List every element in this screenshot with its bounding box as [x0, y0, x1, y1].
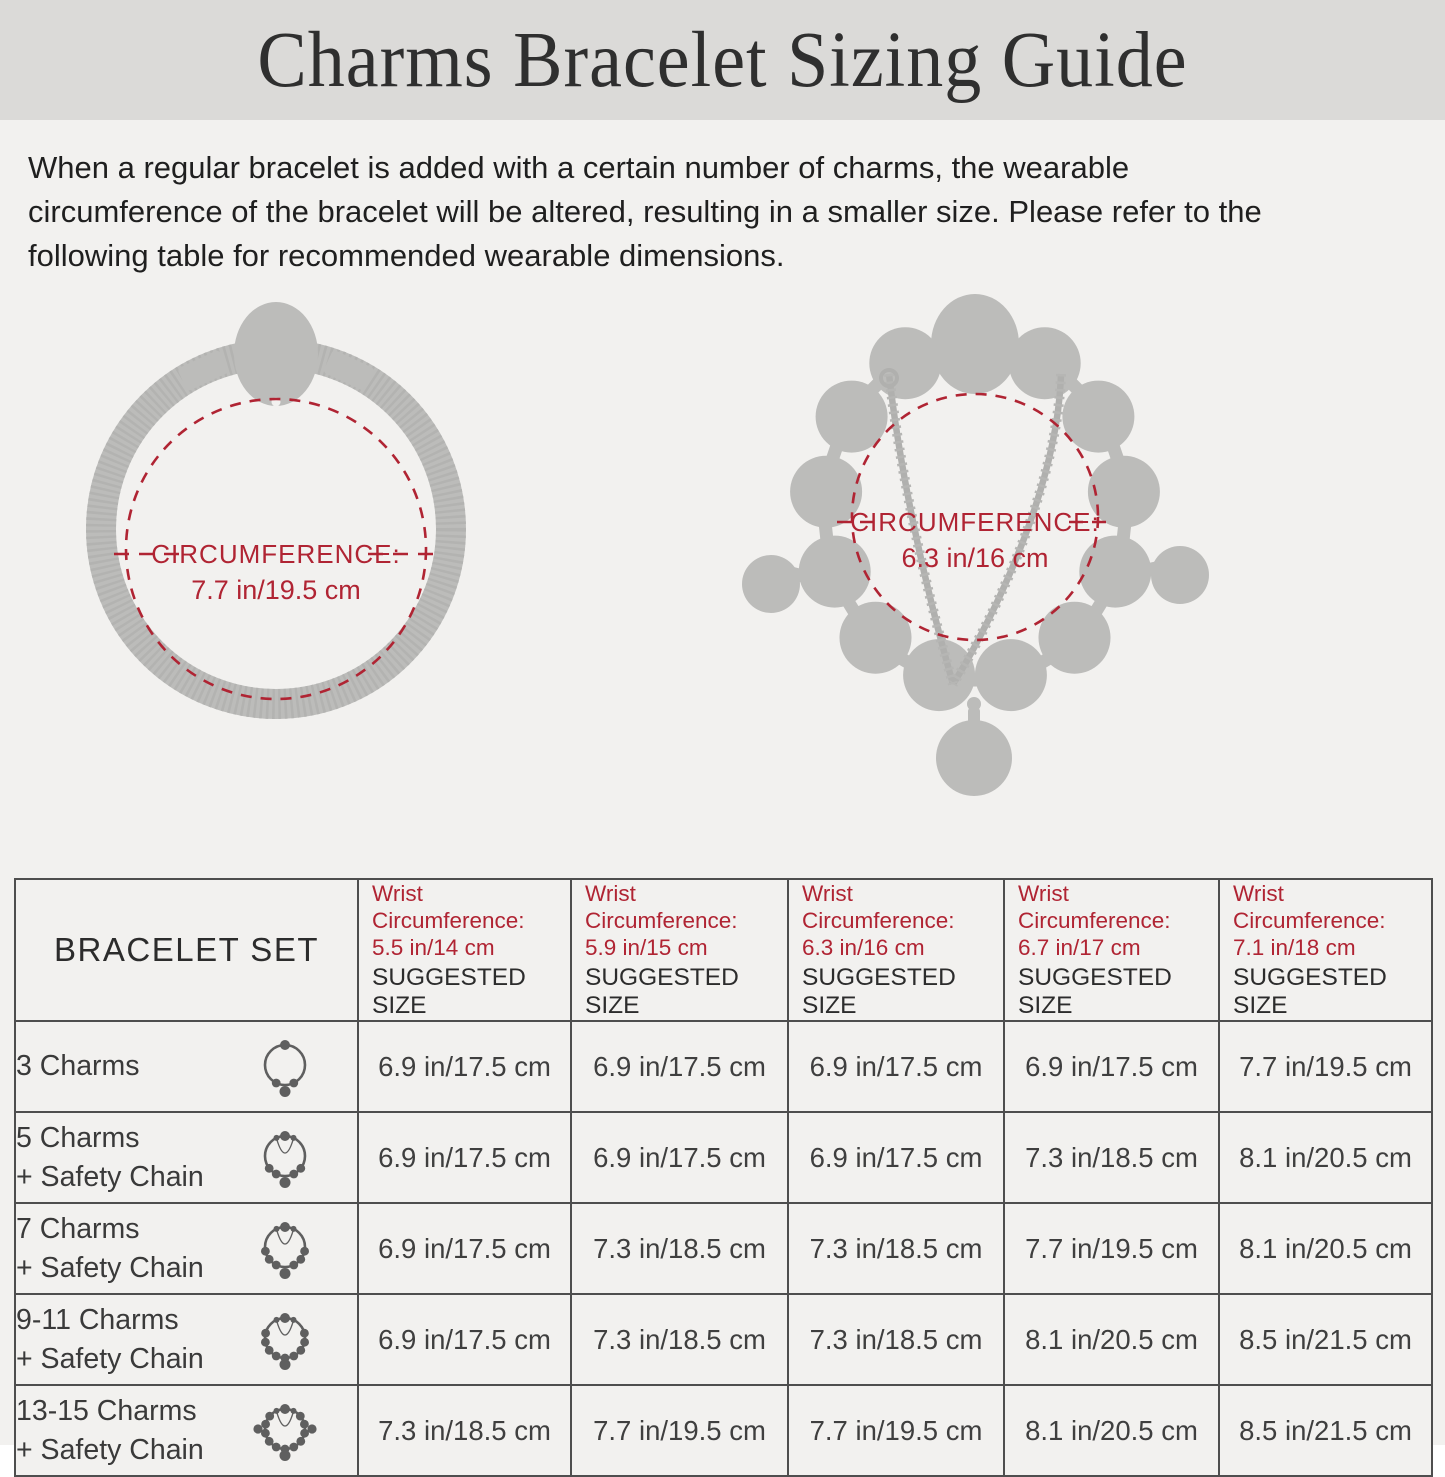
suggested-size-cell: 8.1 in/20.5 cm [1219, 1112, 1432, 1203]
circumference-label: CIRCUMFERENCE: [151, 539, 401, 569]
bracelet-set-label: 7 Charms + Safety Chain [16, 1213, 204, 1284]
suggested-size-cell: 7.3 in/18.5 cm [1004, 1112, 1219, 1203]
wrist-size-value: 5.5 in/14 cm [372, 935, 495, 960]
suggested-size-cell: 6.9 in/17.5 cm [571, 1021, 788, 1112]
charm-bead [840, 602, 912, 674]
table-row [15, 1112, 1432, 1203]
table-header-row [15, 879, 1432, 1021]
wrist-circumference-label: Wrist Circumference: [1018, 881, 1171, 933]
wrist-circumference-label: Wrist Circumference: [1233, 881, 1386, 933]
suggested-size-cell: 7.7 in/19.5 cm [1219, 1021, 1432, 1112]
suggested-size-label: SUGGESTED SIZE [802, 964, 956, 1019]
clasp-bead [234, 302, 318, 406]
intro-line: following table for recommended wearable dimensions. [28, 238, 785, 274]
table-row [15, 1385, 1432, 1476]
circumference-value: 7.7 in/19.5 cm [191, 575, 361, 605]
suggested-size-cell: 7.3 in/18.5 cm [788, 1203, 1004, 1294]
suggested-size-cell: 8.5 in/21.5 cm [1219, 1294, 1432, 1385]
bracelet-icon [253, 1120, 317, 1196]
bracelet-icon [253, 1393, 317, 1469]
intro-paragraph [28, 146, 1262, 278]
bracelet-icon [253, 1302, 317, 1378]
suggested-size-cell: 6.9 in/17.5 cm [358, 1294, 571, 1385]
suggested-size-label: SUGGESTED SIZE [585, 964, 739, 1019]
wrist-circumference-label: Wrist Circumference: [802, 881, 955, 933]
suggested-size-cell: 6.9 in/17.5 cm [571, 1112, 788, 1203]
circumference-label: CIRCUMFERENCE: [850, 507, 1100, 537]
bracelet-set-label: 3 Charms [16, 1050, 140, 1083]
page-title: Charms Bracelet Sizing Guide [257, 15, 1188, 104]
bracelet-icon [253, 1211, 317, 1287]
wrist-size-header [571, 879, 788, 1021]
suggested-size-label: SUGGESTED SIZE [1233, 964, 1387, 1019]
suggested-size-cell: 7.7 in/19.5 cm [571, 1385, 788, 1476]
charm-bead [903, 639, 975, 711]
suggested-size-cell: 6.9 in/17.5 cm [358, 1203, 571, 1294]
suggested-size-cell: 7.7 in/19.5 cm [1004, 1203, 1219, 1294]
charm-bead [975, 639, 1047, 711]
wrist-size-header [788, 879, 1004, 1021]
wrist-circumference-label: Wrist Circumference: [372, 881, 525, 933]
charm-bead [1062, 381, 1134, 453]
suggested-size-cell: 6.9 in/17.5 cm [1004, 1021, 1219, 1112]
wrist-size-value: 7.1 in/18 cm [1233, 935, 1356, 960]
intro-line: When a regular bracelet is added with a certain number of charms, the wearable [28, 150, 1130, 185]
bracelet-set-label: 9-11 Charms + Safety Chain [16, 1304, 204, 1375]
suggested-size-cell: 7.3 in/18.5 cm [571, 1203, 788, 1294]
suggested-size-cell: 6.9 in/17.5 cm [788, 1021, 1004, 1112]
regular-bracelet-diagram [80, 292, 472, 762]
bracelet-set-cell [15, 1112, 358, 1203]
suggested-size-cell: 7.3 in/18.5 cm [571, 1294, 788, 1385]
charm-bead [1039, 602, 1111, 674]
suggested-size-cell: 7.3 in/18.5 cm [788, 1294, 1004, 1385]
suggested-size-label: SUGGESTED SIZE [1018, 964, 1172, 1019]
bracelet-icon [253, 1029, 317, 1105]
bracelet-set-label: 5 Charms + Safety Chain [16, 1122, 204, 1193]
wrist-size-header [1219, 879, 1432, 1021]
sizing-table [14, 878, 1433, 1477]
suggested-size-cell: 6.9 in/17.5 cm [358, 1112, 571, 1203]
table-row [15, 1021, 1432, 1112]
bracelet-set-cell [15, 1203, 358, 1294]
suggested-size-cell: 7.3 in/18.5 cm [358, 1385, 571, 1476]
suggested-size-cell: 6.9 in/17.5 cm [788, 1112, 1004, 1203]
charm-bead [869, 327, 941, 399]
table-row [15, 1294, 1432, 1385]
dangle-charm-right [1151, 546, 1209, 604]
title-band [0, 0, 1445, 120]
wrist-size-value: 6.7 in/17 cm [1018, 935, 1141, 960]
intro-line: circumference of the bracelet will be altered, resulting in a smaller size. Please refer to the [28, 194, 1262, 230]
suggested-size-cell: 8.1 in/20.5 cm [1219, 1203, 1432, 1294]
suggested-size-cell: 8.1 in/20.5 cm [1004, 1385, 1219, 1476]
dangle-charm-left [742, 555, 800, 613]
bracelet-set-label: 13-15 Charms + Safety Chain [16, 1395, 204, 1466]
wrist-circumference-label: Wrist Circumference: [585, 881, 738, 933]
charm-bracelet-diagram [733, 276, 1233, 811]
charm-bead [1009, 327, 1081, 399]
wrist-size-value: 5.9 in/15 cm [585, 935, 708, 960]
bracelet-set-cell [15, 1021, 358, 1112]
suggested-size-cell: 6.9 in/17.5 cm [358, 1021, 571, 1112]
suggested-size-cell: 7.7 in/19.5 cm [788, 1385, 1004, 1476]
suggested-size-label: SUGGESTED SIZE [372, 964, 526, 1019]
bracelet-set-cell [15, 1294, 358, 1385]
dangle-charm-bottom [936, 720, 1012, 796]
bracelet-set-cell [15, 1385, 358, 1476]
wrist-size-value: 6.3 in/16 cm [802, 935, 925, 960]
table-row [15, 1203, 1432, 1294]
clasp-bead [931, 294, 1019, 394]
suggested-size-cell: 8.1 in/20.5 cm [1004, 1294, 1219, 1385]
suggested-size-cell: 8.5 in/21.5 cm [1219, 1385, 1432, 1476]
circumference-value: 6.3 in/16 cm [901, 543, 1049, 573]
wrist-size-header [1004, 879, 1219, 1021]
bracelet-set-header: BRACELET SET [15, 879, 358, 1021]
wrist-size-header [358, 879, 571, 1021]
